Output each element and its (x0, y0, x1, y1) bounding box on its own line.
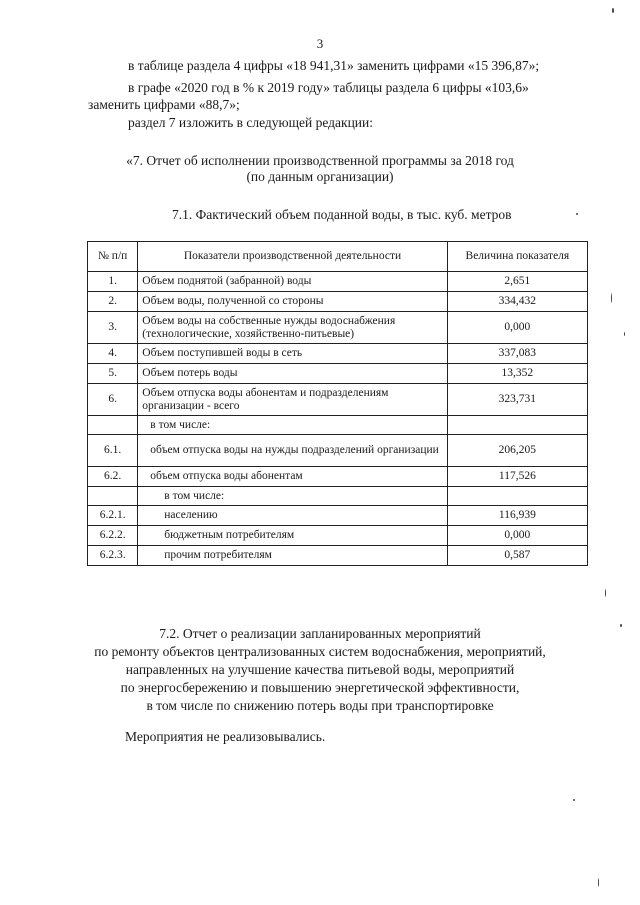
scan-speck (624, 332, 625, 336)
row-value: 337,083 (447, 344, 587, 364)
scan-speck (612, 8, 614, 13)
row-indicator: бюджетным потребителям (138, 526, 447, 546)
row-number: 3. (88, 312, 138, 344)
section-7-1-title: 7.1. Фактический объем поданной воды, в тыс. куб. метров (172, 207, 512, 222)
row-number: 6.2.3. (88, 546, 138, 566)
row-value: 116,939 (447, 506, 587, 526)
row-indicator: Объем воды, полученной со стороны (138, 292, 447, 312)
row-indicator: Объем поступившей воды в сеть (138, 344, 447, 364)
row-value (447, 416, 587, 435)
page-number: 3 (316, 36, 324, 51)
header-value: Величина показателя (447, 242, 587, 272)
row-indicator: Объем поднятой (забранной) воды (138, 272, 447, 292)
row-number: 5. (88, 364, 138, 384)
header-indicator: Показатели производственной деятельности (138, 242, 447, 272)
scan-speck (620, 624, 622, 627)
row-number: 1. (88, 272, 138, 292)
row-indicator: объем отпуска воды на нужды подразделений организации (138, 435, 447, 467)
table-row (88, 416, 588, 435)
scan-speck (605, 589, 606, 597)
table-row (88, 384, 588, 416)
row-number: 2. (88, 292, 138, 312)
row-value: 0,000 (447, 526, 587, 546)
closing-text: Мероприятия не реализовывались. (125, 729, 326, 744)
row-indicator: населению (138, 506, 447, 526)
intro-line-2: в графе «2020 год в % к 2019 году» таблицы раздела 6 цифры «103,6» (128, 80, 529, 95)
table-row (88, 312, 588, 344)
section-7-2-line-5: в том числе по снижению потерь воды при транспортировке (146, 698, 494, 713)
table-row (88, 506, 588, 526)
row-value: 0,000 (447, 312, 587, 344)
row-number: 6.2. (88, 467, 138, 487)
section-7-2-line-2: по ремонту объектов централизованных систем водоснабжения, мероприятий, (94, 644, 546, 659)
intro-line-4: раздел 7 изложить в следующей редакции: (128, 115, 374, 130)
row-indicator: в том числе: (138, 416, 447, 435)
scan-speck (573, 799, 575, 801)
row-indicator: Объем потерь воды (138, 364, 447, 384)
table-row (88, 467, 588, 487)
scan-speck (598, 878, 599, 887)
row-value: 117,526 (447, 467, 587, 487)
row-value (447, 487, 587, 506)
row-value: 2,651 (447, 272, 587, 292)
table-row (88, 526, 588, 546)
row-value: 0,587 (447, 546, 587, 566)
scan-speck (576, 213, 578, 215)
water-volume-table (87, 241, 588, 566)
table-row (88, 435, 588, 467)
row-indicator: в том числе: (138, 487, 447, 506)
row-number (88, 416, 138, 435)
section-7-title: «7. Отчет об исполнении производственной программы за 2018 год (126, 153, 514, 168)
row-value: 334,432 (447, 292, 587, 312)
row-value: 323,731 (447, 384, 587, 416)
row-number: 6.2.2. (88, 526, 138, 546)
row-number: 6. (88, 384, 138, 416)
row-indicator: объем отпуска воды абонентам (138, 467, 447, 487)
row-indicator: прочим потребителям (138, 546, 447, 566)
table-row (88, 292, 588, 312)
row-number: 6.1. (88, 435, 138, 467)
table-row (88, 272, 588, 292)
section-7-subtitle: (по данным организации) (246, 169, 394, 184)
row-number: 4. (88, 344, 138, 364)
section-7-2-line-4: по энергосбережению и повышению энергетической эффективности, (120, 680, 520, 695)
table-row (88, 344, 588, 364)
row-number (88, 487, 138, 506)
table-header-row (88, 242, 588, 272)
row-indicator: Объем отпуска воды абонентам и подразделениям организации - всего (138, 384, 447, 416)
row-value: 13,352 (447, 364, 587, 384)
intro-line-3: заменить цифрами «88,7»; (88, 97, 240, 112)
table-row (88, 364, 588, 384)
section-7-2-line-3: направленных на улучшение качества питьевой воды, мероприятий (125, 662, 515, 677)
row-indicator: Объем воды на собственные нужды водоснабжения (технологические, хозяйственно-питьевые) (138, 312, 447, 344)
table-row (88, 546, 588, 566)
header-num: № п/п (88, 242, 138, 272)
intro-line-1: в таблице раздела 4 цифры «18 941,31» заменить цифрами «15 396,87»; (128, 58, 540, 73)
section-7-2-line-1: 7.2. Отчет о реализации запланированных мероприятий (159, 626, 481, 641)
row-number: 6.2.1. (88, 506, 138, 526)
table-row (88, 487, 588, 506)
row-value: 206,205 (447, 435, 587, 467)
scan-speck (611, 293, 612, 303)
